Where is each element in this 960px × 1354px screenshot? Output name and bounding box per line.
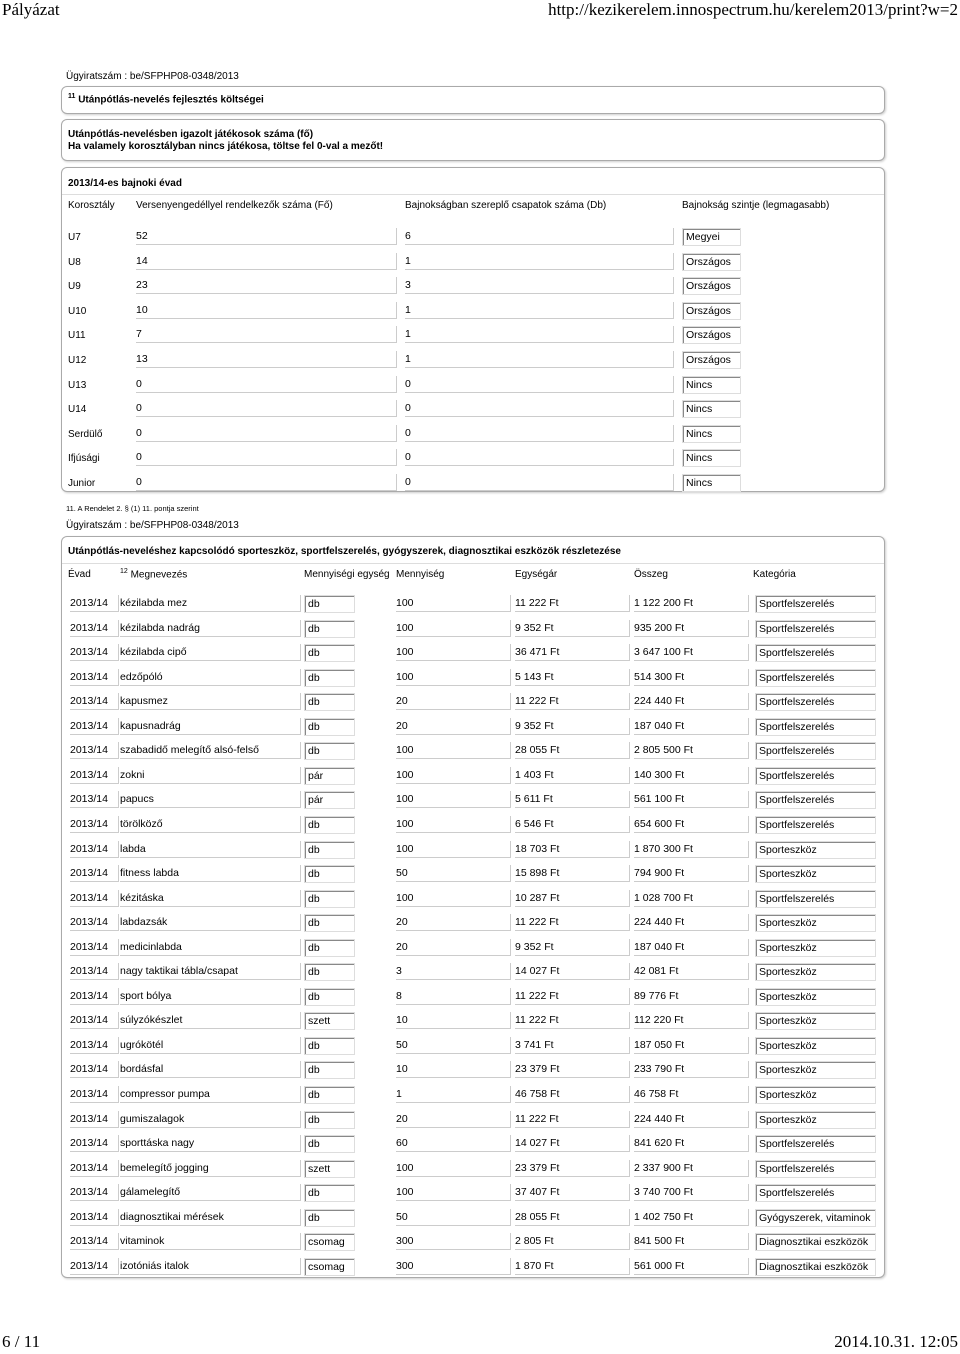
- total-amount-field[interactable]: 89 776 Ft: [634, 988, 749, 1005]
- total-amount-field[interactable]: 841 500 Ft: [634, 1233, 749, 1250]
- unit-price-field[interactable]: 10 287 Ft: [515, 890, 630, 907]
- season-field[interactable]: 2013/14: [70, 1111, 119, 1128]
- season-field[interactable]: 2013/14: [70, 1233, 119, 1250]
- notice-line-1: Utánpótlás-nevelésben igazolt játékosok száma (fő): [68, 129, 314, 140]
- age-group-label: U9: [68, 281, 81, 293]
- category-select[interactable]: Sporteszköz: [755, 1012, 876, 1030]
- unit-price-field[interactable]: 46 758 Ft: [515, 1086, 630, 1103]
- total-amount-field[interactable]: 3 647 100 Ft: [634, 644, 749, 661]
- notice-line-2: Ha valamely korosztályban nincs játékosa, töltse fel 0-val a mezőt!: [68, 141, 384, 152]
- page-url: http://kezikerelem.innospectrum.hu/kerelem2013/print?w=2: [548, 0, 958, 19]
- league-level-select[interactable]: Nincs: [682, 449, 741, 467]
- season-field[interactable]: 2013/14: [70, 890, 119, 907]
- quantity-field[interactable]: 20: [396, 939, 511, 956]
- quantity-field[interactable]: 100: [396, 742, 511, 759]
- team-count-field[interactable]: 1: [405, 326, 674, 343]
- unit-select[interactable]: db: [304, 1135, 355, 1153]
- unit-price-field[interactable]: 37 407 Ft: [515, 1184, 630, 1201]
- item-name-field[interactable]: vitaminok: [120, 1233, 301, 1250]
- unit-price-field[interactable]: 18 703 Ft: [515, 841, 630, 858]
- quantity-field[interactable]: 10: [396, 1012, 511, 1029]
- team-count-field[interactable]: 1: [405, 351, 674, 368]
- item-name-field[interactable]: bordásfal: [120, 1061, 301, 1078]
- footnote-marker: 12: [120, 568, 128, 575]
- unit-select[interactable]: db: [304, 1086, 355, 1104]
- item-name-field[interactable]: ugrókötél: [120, 1037, 301, 1054]
- total-amount-field[interactable]: 794 900 Ft: [634, 865, 749, 882]
- category-select[interactable]: Sportfelszerelés: [755, 620, 876, 638]
- unit-price-field[interactable]: 5 143 Ft: [515, 669, 630, 686]
- equipment-table: [61, 536, 885, 1278]
- total-amount-field[interactable]: 561 100 Ft: [634, 791, 749, 808]
- quantity-field[interactable]: 60: [396, 1135, 511, 1152]
- licensed-players-field[interactable]: 23: [136, 277, 397, 294]
- item-name-field[interactable]: diagnosztikai mérések: [120, 1209, 301, 1226]
- category-select[interactable]: Sporteszköz: [755, 841, 876, 859]
- season-field[interactable]: 2013/14: [70, 914, 119, 931]
- category-select[interactable]: Sportfelszerelés: [755, 767, 876, 785]
- league-level-select[interactable]: Országos: [682, 253, 741, 271]
- item-name-field[interactable]: kézilabda nadrág: [120, 620, 301, 637]
- team-count-field[interactable]: 1: [405, 302, 674, 319]
- quantity-field[interactable]: 100: [396, 890, 511, 907]
- unit-select[interactable]: db: [304, 1037, 355, 1055]
- item-name-field[interactable]: izotóniás italok: [120, 1258, 301, 1275]
- total-amount-field[interactable]: 514 300 Ft: [634, 669, 749, 686]
- quantity-field[interactable]: 300: [396, 1258, 511, 1275]
- unit-select[interactable]: db: [304, 890, 355, 908]
- season-title: 2013/14-es bajnoki évad: [68, 178, 182, 189]
- season-field[interactable]: 2013/14: [70, 767, 119, 784]
- licensed-players-field[interactable]: 10: [136, 302, 397, 319]
- item-name-field[interactable]: labdazsák: [120, 914, 301, 931]
- footnote: 11. A Rendelet 2. § (1) 11. pontja szerint: [66, 504, 199, 513]
- team-count-field[interactable]: 0: [405, 400, 674, 417]
- unit-select[interactable]: pár: [304, 791, 355, 809]
- team-count-field[interactable]: 0: [405, 425, 674, 442]
- league-level-select[interactable]: Országos: [682, 277, 741, 295]
- category-select[interactable]: Sportfelszerelés: [755, 791, 876, 809]
- quantity-field[interactable]: 10: [396, 1061, 511, 1078]
- item-name-field[interactable]: kapusmez: [120, 693, 301, 710]
- quantity-field[interactable]: 20: [396, 718, 511, 735]
- quantity-field[interactable]: 100: [396, 669, 511, 686]
- season-field[interactable]: 2013/14: [70, 1184, 119, 1201]
- unit-select[interactable]: csomag: [304, 1258, 355, 1276]
- category-select[interactable]: Sportfelszerelés: [755, 1160, 876, 1178]
- unit-select[interactable]: db: [304, 816, 355, 834]
- category-select[interactable]: Sportfelszerelés: [755, 1135, 876, 1153]
- age-group-label: U13: [68, 379, 87, 391]
- age-group-label: U14: [68, 404, 87, 416]
- case-number: Ügyiratszám : be/SFPHP08-0348/2013: [66, 520, 239, 531]
- unit-price-field[interactable]: 1 870 Ft: [515, 1258, 630, 1275]
- team-count-field[interactable]: 0: [405, 449, 674, 466]
- licensed-players-field[interactable]: 0: [136, 474, 397, 491]
- item-name-field[interactable]: kézitáska: [120, 890, 301, 907]
- category-select[interactable]: Sporteszköz: [755, 1111, 876, 1129]
- league-level-select[interactable]: Nincs: [682, 425, 741, 443]
- unit-price-field[interactable]: 28 055 Ft: [515, 742, 630, 759]
- age-group-label: Serdülő: [68, 428, 103, 440]
- season-field[interactable]: 2013/14: [70, 644, 119, 661]
- item-name-field[interactable]: kézilabda mez: [120, 595, 301, 612]
- unit-price-field[interactable]: 9 352 Ft: [515, 718, 630, 735]
- total-amount-field[interactable]: 46 758 Ft: [634, 1086, 749, 1103]
- quantity-field[interactable]: 100: [396, 791, 511, 808]
- item-name-field[interactable]: bemelegítő jogging: [120, 1160, 301, 1177]
- licensed-players-field[interactable]: 14: [136, 253, 397, 270]
- item-name-field[interactable]: compressor pumpa: [120, 1086, 301, 1103]
- category-select[interactable]: Sporteszköz: [755, 988, 876, 1006]
- licensed-players-field[interactable]: 0: [136, 400, 397, 417]
- page-counter: 6 / 11: [2, 1332, 41, 1351]
- item-name-field[interactable]: sporttáska nagy: [120, 1135, 301, 1152]
- item-name-field[interactable]: papucs: [120, 791, 301, 808]
- total-amount-field[interactable]: 841 620 Ft: [634, 1135, 749, 1152]
- quantity-field[interactable]: 100: [396, 767, 511, 784]
- window-title: Pályázat: [2, 0, 60, 19]
- total-amount-field[interactable]: 112 220 Ft: [634, 1012, 749, 1029]
- season-field[interactable]: 2013/14: [70, 1037, 119, 1054]
- season-field[interactable]: 2013/14: [70, 718, 119, 735]
- season-field[interactable]: 2013/14: [70, 595, 119, 612]
- category-select[interactable]: Diagnosztikai eszközök: [755, 1233, 876, 1251]
- season-field[interactable]: 2013/14: [70, 865, 119, 882]
- season-field[interactable]: 2013/14: [70, 1160, 119, 1177]
- unit-price-field[interactable]: 9 352 Ft: [515, 620, 630, 637]
- unit-price-field[interactable]: 23 379 Ft: [515, 1061, 630, 1078]
- item-name-field[interactable]: törölköző: [120, 816, 301, 833]
- unit-select[interactable]: db: [304, 1061, 355, 1079]
- season-field[interactable]: 2013/14: [70, 841, 119, 858]
- unit-select[interactable]: db: [304, 939, 355, 957]
- item-name-field[interactable]: gumiszalagok: [120, 1111, 301, 1128]
- licensed-players-field[interactable]: 7: [136, 326, 397, 343]
- season-col-header: Korosztály: [68, 200, 115, 211]
- season-col-header: Bajnokságban szereplő csapatok száma (Db): [405, 200, 607, 211]
- league-level-select[interactable]: Országos: [682, 326, 741, 344]
- season-field[interactable]: 2013/14: [70, 1012, 119, 1029]
- equipment-col-header: Mennyiség: [396, 569, 445, 580]
- total-amount-field[interactable]: 140 300 Ft: [634, 767, 749, 784]
- unit-price-field[interactable]: 6 546 Ft: [515, 816, 630, 833]
- quantity-field[interactable]: 300: [396, 1233, 511, 1250]
- total-amount-field[interactable]: 233 790 Ft: [634, 1061, 749, 1078]
- unit-select[interactable]: db: [304, 595, 355, 613]
- team-count-field[interactable]: 3: [405, 277, 674, 294]
- unit-price-field[interactable]: 11 222 Ft: [515, 693, 630, 710]
- season-field[interactable]: 2013/14: [70, 816, 119, 833]
- cost-section-header: [61, 86, 885, 114]
- item-name-field[interactable]: medicinlabda: [120, 939, 301, 956]
- unit-select[interactable]: db: [304, 865, 355, 883]
- quantity-field[interactable]: 100: [396, 841, 511, 858]
- team-count-field[interactable]: 0: [405, 376, 674, 393]
- category-select[interactable]: Gyógyszerek, vitaminok: [755, 1209, 876, 1227]
- item-name-field[interactable]: labda: [120, 841, 301, 858]
- category-select[interactable]: Diagnosztikai eszközök: [755, 1258, 876, 1276]
- unit-select[interactable]: db: [304, 693, 355, 711]
- unit-select[interactable]: db: [304, 841, 355, 859]
- unit-price-field[interactable]: 2 805 Ft: [515, 1233, 630, 1250]
- category-select[interactable]: Sportfelszerelés: [755, 693, 876, 711]
- equipment-col-header: Egységár: [515, 569, 558, 580]
- unit-price-field[interactable]: 1 403 Ft: [515, 767, 630, 784]
- unit-price-field[interactable]: 14 027 Ft: [515, 963, 630, 980]
- item-name-field[interactable]: gálamelegítő: [120, 1184, 301, 1201]
- equipment-col-header: Mennyiségi egység: [304, 569, 390, 580]
- season-field[interactable]: 2013/14: [70, 939, 119, 956]
- equipment-col-header-label: Megnevezés: [130, 569, 188, 581]
- unit-select[interactable]: db: [304, 742, 355, 760]
- total-amount-field[interactable]: 224 440 Ft: [634, 914, 749, 931]
- unit-select[interactable]: db: [304, 644, 355, 662]
- unit-price-field[interactable]: 3 741 Ft: [515, 1037, 630, 1054]
- category-select[interactable]: Sportfelszerelés: [755, 669, 876, 687]
- category-select[interactable]: Sporteszköz: [755, 865, 876, 883]
- unit-price-field[interactable]: 11 222 Ft: [515, 595, 630, 612]
- print-datetime: 2014.10.31. 12:05: [834, 1332, 958, 1351]
- category-select[interactable]: Sporteszköz: [755, 939, 876, 957]
- quantity-field[interactable]: 8: [396, 988, 511, 1005]
- quantity-field[interactable]: 50: [396, 1209, 511, 1226]
- category-select[interactable]: Sportfelszerelés: [755, 595, 876, 613]
- total-amount-field[interactable]: 187 040 Ft: [634, 718, 749, 735]
- item-name-field[interactable]: súlyzókészlet: [120, 1012, 301, 1029]
- season-table: [61, 167, 885, 492]
- quantity-field[interactable]: 100: [396, 644, 511, 661]
- quantity-field[interactable]: 20: [396, 1111, 511, 1128]
- total-amount-field[interactable]: 654 600 Ft: [634, 816, 749, 833]
- total-amount-field[interactable]: 935 200 Ft: [634, 620, 749, 637]
- licensed-players-field[interactable]: 52: [136, 228, 397, 245]
- quantity-field[interactable]: 100: [396, 620, 511, 637]
- licensed-players-field[interactable]: 0: [136, 449, 397, 466]
- quantity-field[interactable]: 20: [396, 914, 511, 931]
- unit-select[interactable]: db: [304, 669, 355, 687]
- category-select[interactable]: Sportfelszerelés: [755, 816, 876, 834]
- unit-select[interactable]: db: [304, 963, 355, 981]
- total-amount-field[interactable]: 1 028 700 Ft: [634, 890, 749, 907]
- age-group-label: U8: [68, 256, 81, 268]
- unit-select[interactable]: db: [304, 1209, 355, 1227]
- case-number: Ügyiratszám : be/SFPHP08-0348/2013: [66, 71, 239, 82]
- equipment-col-header: Összeg: [634, 569, 668, 580]
- quantity-field[interactable]: 100: [396, 595, 511, 612]
- category-select[interactable]: Sportfelszerelés: [755, 890, 876, 908]
- team-count-field[interactable]: 0: [405, 474, 674, 491]
- item-name-field[interactable]: kézilabda cipő: [120, 644, 301, 661]
- total-amount-field[interactable]: 187 040 Ft: [634, 939, 749, 956]
- season-field[interactable]: 2013/14: [70, 669, 119, 686]
- season-field[interactable]: 2013/14: [70, 620, 119, 637]
- season-field[interactable]: 2013/14: [70, 1258, 119, 1275]
- league-level-select[interactable]: Országos: [682, 302, 741, 320]
- unit-select[interactable]: db: [304, 988, 355, 1006]
- total-amount-field[interactable]: 42 081 Ft: [634, 963, 749, 980]
- season-col-header: Bajnokság szintje (legmagasabb): [682, 200, 830, 211]
- unit-price-field[interactable]: 11 222 Ft: [515, 1111, 630, 1128]
- unit-price-field[interactable]: 11 222 Ft: [515, 988, 630, 1005]
- total-amount-field[interactable]: 187 050 Ft: [634, 1037, 749, 1054]
- unit-select[interactable]: db: [304, 1184, 355, 1202]
- unit-select[interactable]: db: [304, 718, 355, 736]
- equipment-title: Utánpótlás-neveléshez kapcsolódó sporteszköz, sportfelszerelés, gyógyszerek, diagnosztikai eszközök részletezése: [68, 546, 621, 557]
- equipment-divider: [62, 563, 884, 564]
- unit-select[interactable]: db: [304, 620, 355, 638]
- quantity-field[interactable]: 100: [396, 1184, 511, 1201]
- unit-price-field[interactable]: 28 055 Ft: [515, 1209, 630, 1226]
- unit-price-field[interactable]: 9 352 Ft: [515, 939, 630, 956]
- unit-price-field[interactable]: 11 222 Ft: [515, 1012, 630, 1029]
- unit-price-field[interactable]: 36 471 Ft: [515, 644, 630, 661]
- season-field[interactable]: 2013/14: [70, 963, 119, 980]
- unit-price-field[interactable]: 5 611 Ft: [515, 791, 630, 808]
- item-name-field[interactable]: fitness labda: [120, 865, 301, 882]
- unit-select[interactable]: db: [304, 1111, 355, 1129]
- total-amount-field[interactable]: 561 000 Ft: [634, 1258, 749, 1275]
- season-field[interactable]: 2013/14: [70, 1061, 119, 1078]
- age-group-label: Ifjúsági: [68, 453, 100, 465]
- quantity-field[interactable]: 1: [396, 1086, 511, 1103]
- league-level-select[interactable]: Megyei: [682, 228, 741, 246]
- item-name-field[interactable]: kapusnadrág: [120, 718, 301, 735]
- quantity-field[interactable]: 100: [396, 816, 511, 833]
- total-amount-field[interactable]: 1 870 300 Ft: [634, 841, 749, 858]
- unit-select[interactable]: csomag: [304, 1233, 355, 1251]
- category-select[interactable]: Sportfelszerelés: [755, 1184, 876, 1202]
- league-level-select[interactable]: Országos: [682, 351, 741, 369]
- item-name-field[interactable]: nagy taktikai tábla/csapat: [120, 963, 301, 980]
- unit-price-field[interactable]: 11 222 Ft: [515, 914, 630, 931]
- quantity-field[interactable]: 20: [396, 693, 511, 710]
- category-select[interactable]: Sportfelszerelés: [755, 718, 876, 736]
- quantity-field[interactable]: 3: [396, 963, 511, 980]
- age-group-label: Junior: [68, 478, 96, 489]
- category-select[interactable]: Sportfelszerelés: [755, 644, 876, 662]
- players-notice: [61, 119, 885, 161]
- team-count-field[interactable]: 1: [405, 253, 674, 270]
- league-level-select[interactable]: Nincs: [682, 376, 741, 394]
- item-name-field[interactable]: szabadidő melegítő alsó-felső: [120, 742, 301, 759]
- season-field[interactable]: 2013/14: [70, 988, 119, 1005]
- season-field[interactable]: 2013/14: [70, 1135, 119, 1152]
- licensed-players-field[interactable]: 0: [136, 376, 397, 393]
- cost-section-title: $^{11}$ Utánpótlás-nevelés fejlesztés költségei: [68, 93, 264, 106]
- category-select[interactable]: Sporteszköz: [755, 914, 876, 932]
- item-name-field[interactable]: sport bólya: [120, 988, 301, 1005]
- season-field[interactable]: 2013/14: [70, 1209, 119, 1226]
- unit-price-field[interactable]: 15 898 Ft: [515, 865, 630, 882]
- team-count-field[interactable]: 6: [405, 228, 674, 245]
- quantity-field[interactable]: 100: [396, 1160, 511, 1177]
- season-divider: [62, 194, 884, 195]
- league-level-select[interactable]: Nincs: [682, 400, 741, 418]
- season-field[interactable]: 2013/14: [70, 1086, 119, 1103]
- total-amount-field[interactable]: 3 740 700 Ft: [634, 1184, 749, 1201]
- unit-select[interactable]: szett: [304, 1012, 355, 1030]
- season-field[interactable]: 2013/14: [70, 791, 119, 808]
- unit-select[interactable]: pár: [304, 767, 355, 785]
- licensed-players-field[interactable]: 13: [136, 351, 397, 368]
- equipment-col-header: [120, 568, 187, 580]
- category-select[interactable]: Sporteszköz: [755, 963, 876, 981]
- category-select[interactable]: Sporteszköz: [755, 1086, 876, 1104]
- total-amount-field[interactable]: 1 402 750 Ft: [634, 1209, 749, 1226]
- total-amount-field[interactable]: 224 440 Ft: [634, 1111, 749, 1128]
- season-col-header: Versenyengedéllyel rendelkezők száma (Fő): [136, 200, 333, 211]
- item-name-field[interactable]: edzőpóló: [120, 669, 301, 686]
- age-group-label: U11: [68, 330, 86, 342]
- league-level-select[interactable]: Nincs: [682, 474, 741, 492]
- equipment-col-header: Évad: [68, 569, 91, 580]
- category-select[interactable]: Sporteszköz: [755, 1037, 876, 1055]
- unit-price-field[interactable]: 23 379 Ft: [515, 1160, 630, 1177]
- total-amount-field[interactable]: 2 805 500 Ft: [634, 742, 749, 759]
- category-select[interactable]: Sporteszköz: [755, 1061, 876, 1079]
- season-field[interactable]: 2013/14: [70, 693, 119, 710]
- total-amount-field[interactable]: 1 122 200 Ft: [634, 595, 749, 612]
- unit-select[interactable]: db: [304, 914, 355, 932]
- quantity-field[interactable]: 50: [396, 1037, 511, 1054]
- age-group-label: U12: [68, 355, 87, 366]
- season-field[interactable]: 2013/14: [70, 742, 119, 759]
- total-amount-field[interactable]: 2 337 900 Ft: [634, 1160, 749, 1177]
- equipment-col-header: Kategória: [753, 569, 796, 580]
- quantity-field[interactable]: 50: [396, 865, 511, 882]
- category-select[interactable]: Sportfelszerelés: [755, 742, 876, 760]
- licensed-players-field[interactable]: 0: [136, 425, 397, 442]
- unit-select[interactable]: szett: [304, 1160, 355, 1178]
- age-group-label: U7: [68, 232, 81, 243]
- item-name-field[interactable]: zokni: [120, 767, 301, 784]
- unit-price-field[interactable]: 14 027 Ft: [515, 1135, 630, 1152]
- age-group-label: U10: [68, 305, 87, 317]
- total-amount-field[interactable]: 224 440 Ft: [634, 693, 749, 710]
